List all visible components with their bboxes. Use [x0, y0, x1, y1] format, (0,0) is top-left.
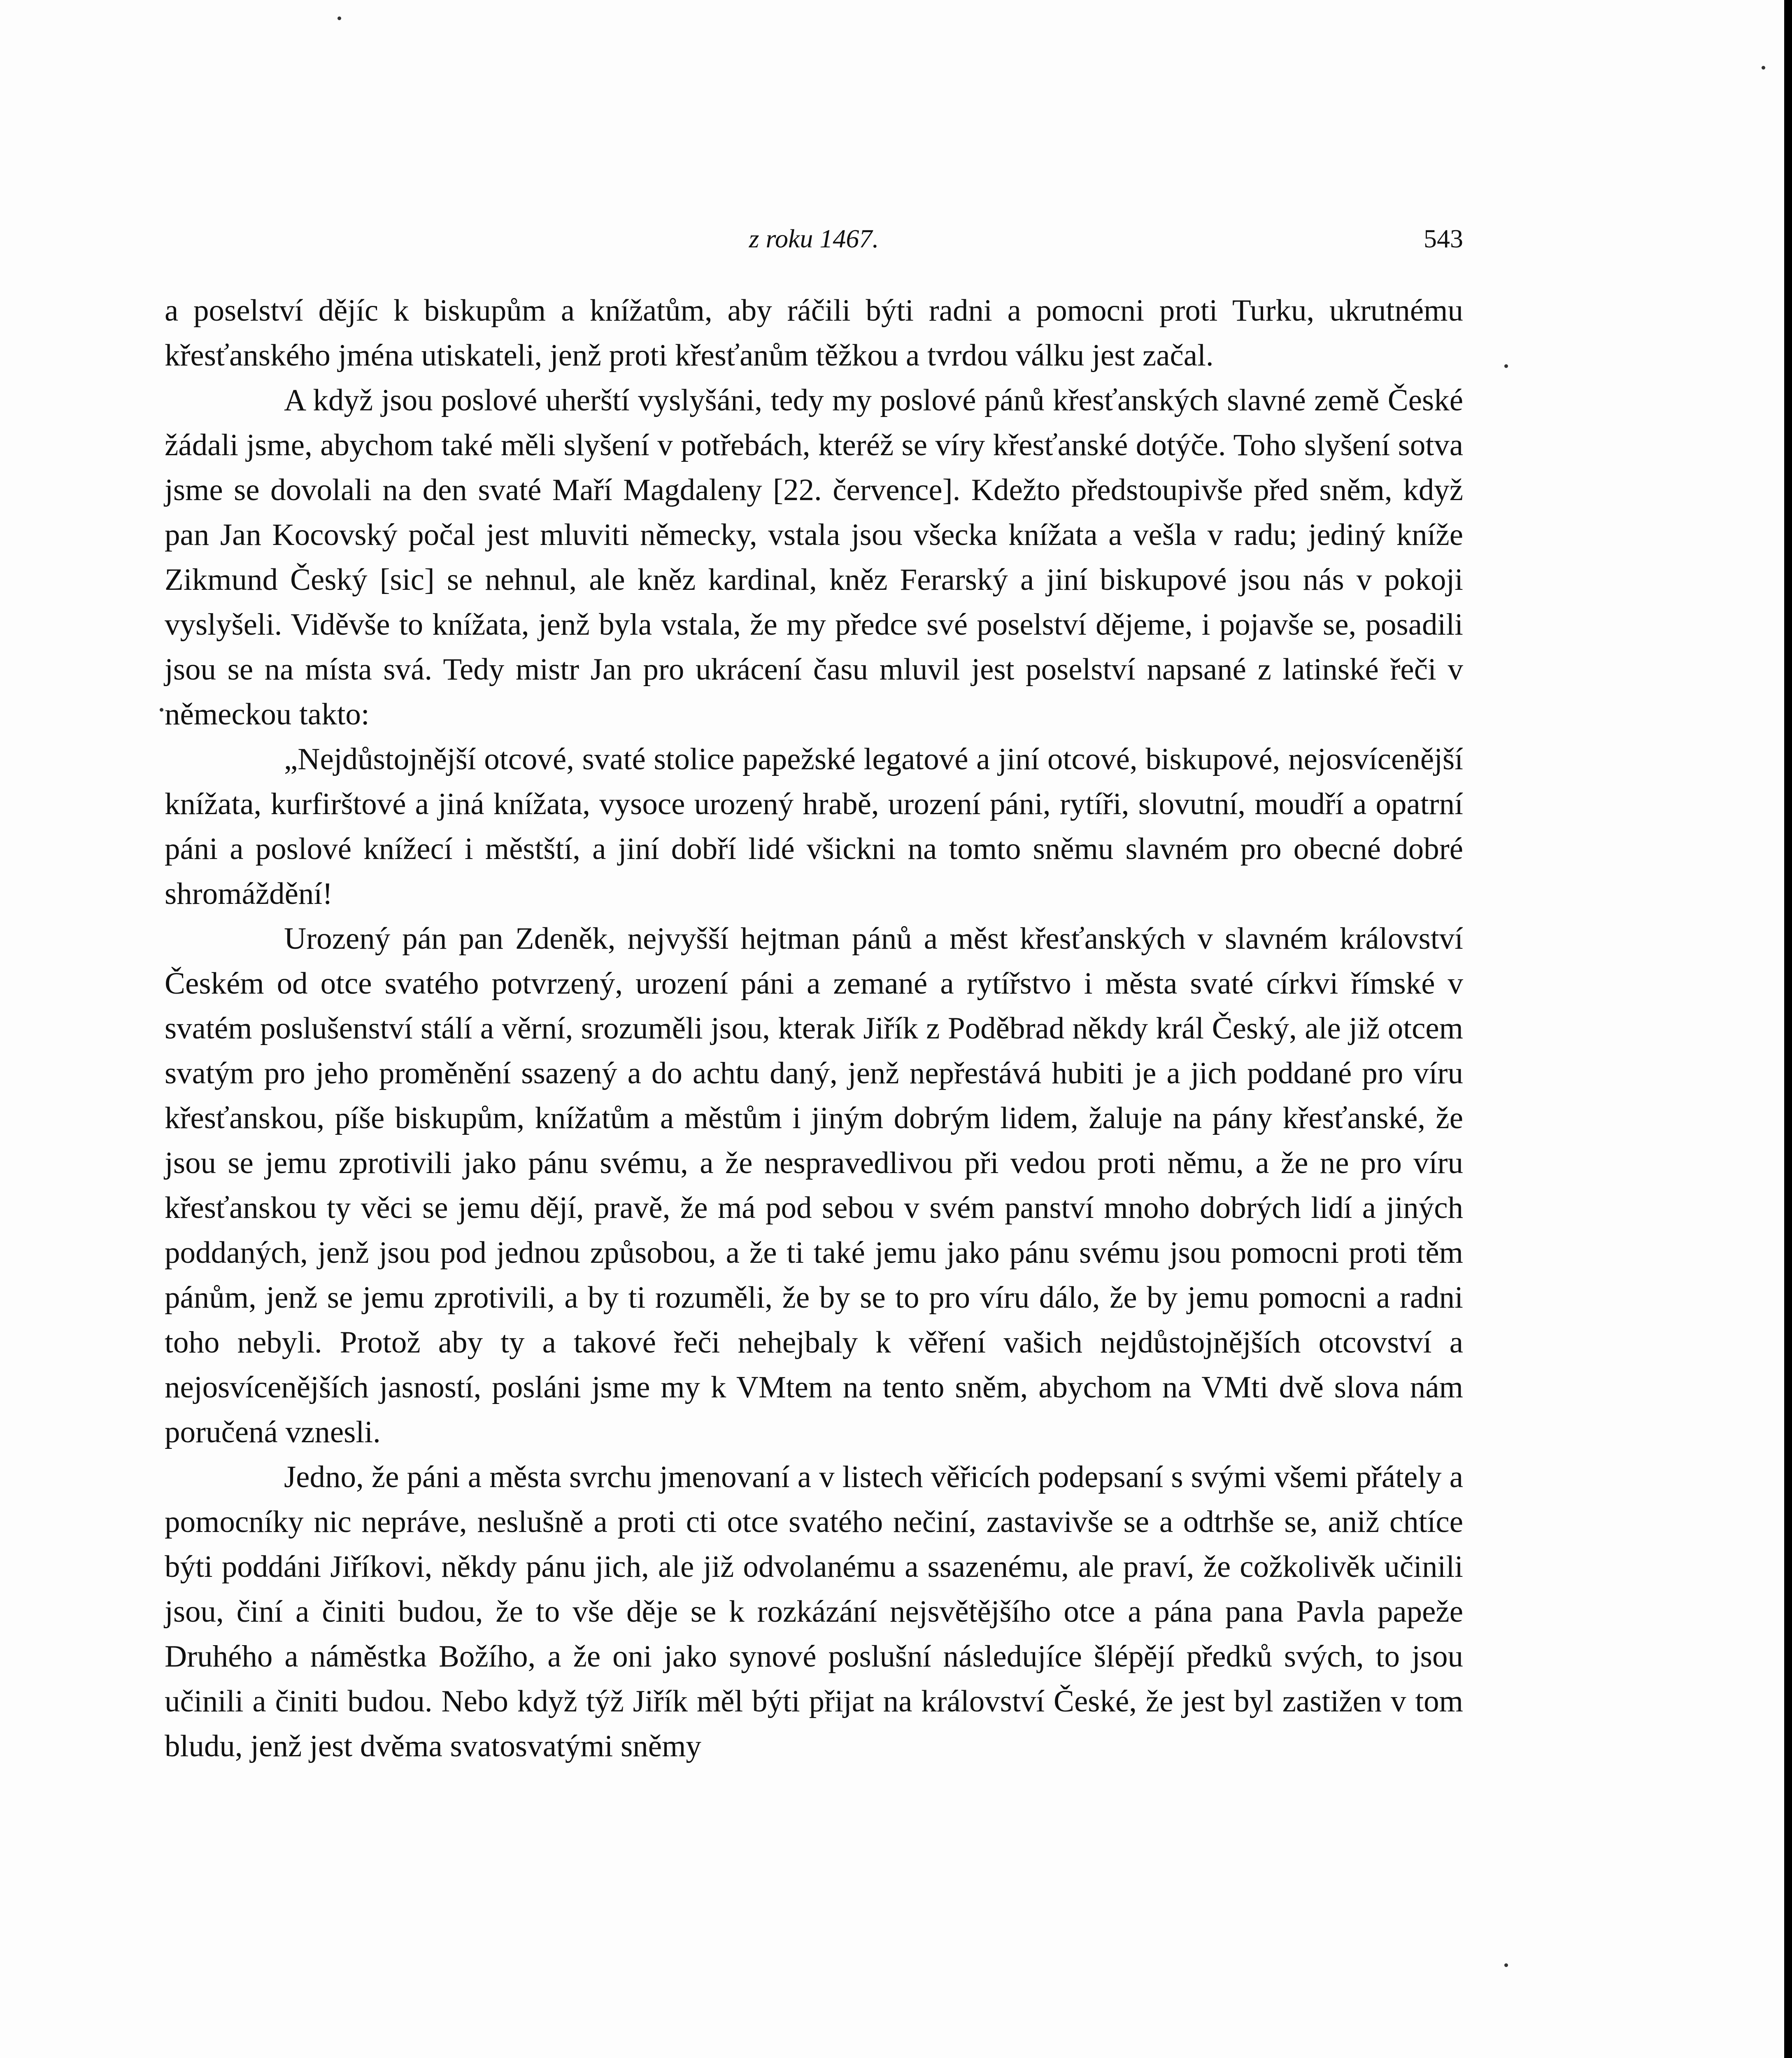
- page-header: [165, 218, 1463, 259]
- scan-speck: [160, 708, 163, 712]
- paragraph-4: Urozený pán pan Zdeněk, nejvyšší hejtman pánů a měst křesťanských v slavném království Českém od otce svatého potvrzený, urození páni a zemané a rytířstvo i města svaté církvi římské v svatém poslušenství stálí a věrní, srozuměli jsou, kterak Jiřík z Poděbrad někdy král Český, ale již otcem svatým pro jeho proměnění ssazený a do achtu daný, jenž nepřestává hubiti je a jich poddané pro víru křesťanskou, píše biskupům, knížatům a městům i jiným dobrým lidem, žaluje na pány křesťanské, že jsou se jemu zprotivili jako pánu svému, a že nespravedlivou při vedou proti němu, a že ne pro víru křesťanskou ty věci se jemu dějí, pravě, že má pod sebou v svém panství mnoho dobrých lidí a jiných poddaných, jenž jsou pod jednou způsobou, a že ti také jemu jako pánu svému jsou pomocni proti těm pánům, jenž se jemu zprotivili, a by ti rozuměli, že by se to pro víru dálo, že by jemu pomocni a radni toho nebyli. Protož aby ty a takové řeči nehejbaly k věření vašich nejdůstojnějších otcovství a nejosvícenějších jasností, posláni jsme my k VMtem na tento sněm, abychom na VMti dvě slova nám poručená vznesli.: [165, 922, 1463, 1449]
- scan-speck: [1504, 1963, 1508, 1967]
- scan-speck: [1762, 66, 1765, 70]
- paragraph-1: a poselství dějíc k biskupům a knížatům, aby ráčili býti radni a pomocni proti Turku, ukrutnému křesťanského jména utiskateli, jenž proti křesťanům těžkou a tvrdou válku jest začal.: [165, 293, 1463, 372]
- scan-speck: [337, 16, 341, 20]
- body-text: [165, 288, 1463, 1769]
- paragraph-5: Jedno, že páni a města svrchu jmenovaní a v listech věřicích podepsaní s svými všemi přátely a pomocníky nic nepráve, neslušně a proti cti otce svatého nečiní, zastavivše se a odtrhše se, aniž chtíce býti poddáni Jiříkovi, někdy pánu jich, ale již odvolanému a ssazenému, ale praví, že cožkolivěk učinili jsou, činí a činiti budou, že to vše děje se k rozkázání nejsvětějšího otce a pána pana Pavla papeže Druhého a náměstka Božího, a že oni jako synové poslušní následujíce šlépějí předků svých, to jsou učinili a činiti budou. Nebo když týž Jiřík měl býti přijat na království České, že jest byl zastižen v tom bludu, jenž jest dvěma svatosvatými sněmy: [165, 1460, 1463, 1763]
- page-number: 543: [1424, 224, 1463, 253]
- paragraph-2: A když jsou poslové uherští vyslyšáni, tedy my poslové pánů křesťanských slavné země České žádali jsme, abychom také měli slyšení v potřebách, kteréž se víry křesťanské dotýče. Toho slyšení sotva jsme se dovolali na den svaté Maří Magdaleny [22. července]. Kdežto předstoupivše před sněm, když pan Jan Kocovský počal jest mluviti německy, vstala jsou všecka knížata a vešla v radu; jediný kníže Zikmund Český [sic] se nehnul, ale kněz kardinal, kněz Ferarský a jiní biskupové jsou nás v pokoji vyslyšeli. Viděvše to knížata, jenž byla vstala, že my předce své poselství dějeme, i pojavše se, posadili jsou se na místa svá. Tedy mistr Jan pro ukrácení času mluvil jest poselství napsané z latinské řeči v německou takto:: [165, 383, 1463, 731]
- paragraph-3: „Nejdůstojnější otcové, svaté stolice papežské legatové a jiní otcové, biskupové, nejosvícenější knížata, kurfirštové a jiná knížata, vysoce urozený hrabě, urození páni, rytíři, slovutní, moudří a opatrní páni a poslové knížecí i městští, a jiní dobří lidé všickni na tomto sněmu slavném pro obecné dobré shromáždění!: [165, 742, 1463, 911]
- running-title: z roku 1467.: [749, 224, 879, 253]
- scan-speck: [1504, 364, 1508, 368]
